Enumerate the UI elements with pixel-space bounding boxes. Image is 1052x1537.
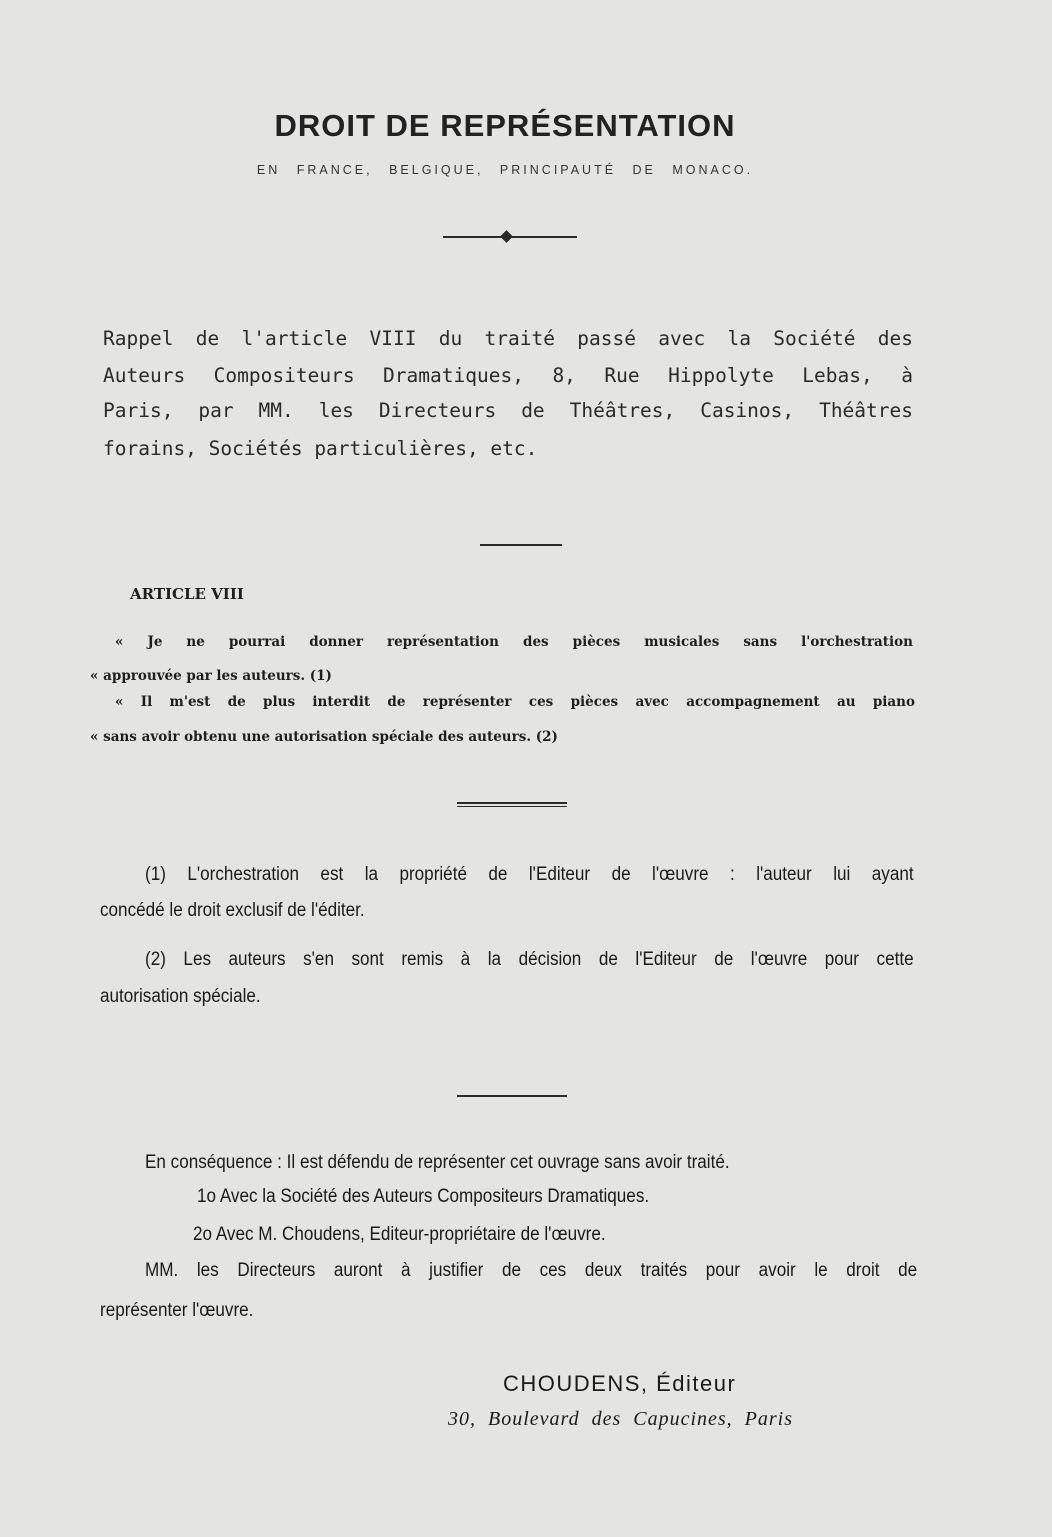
intro-line: Auteurs Compositeurs Dramatiques, 8, Rue Hippolyte Lebas, à: [103, 364, 913, 387]
intro-line: forains, Sociétés particulières, etc.: [103, 437, 538, 460]
page-title: DROIT DE REPRÉSENTATION: [274, 108, 736, 143]
article-line: « sans avoir obtenu une autorisation spéciale des auteurs. (2): [90, 729, 558, 745]
intro-line: Rappel de l'article VIII du traité passé avec la Société des: [103, 327, 913, 350]
divider: [457, 1095, 567, 1097]
publisher-name: CHOUDENS, Éditeur: [503, 1371, 737, 1396]
footnote-line: (2) Les auteurs s'en sont remis à la décision de l'Editeur de l'œuvre pour cette: [145, 949, 914, 970]
double-divider-bottom: [457, 806, 567, 807]
publisher-address: 30, Boulevard des Capucines, Paris: [448, 1408, 794, 1430]
intro-line: Paris, par MM. les Directeurs de Théâtres, Casinos, Théâtres: [103, 399, 913, 422]
page-subtitle: EN FRANCE, BELGIQUE, PRINCIPAUTÉ DE MONACO.: [256, 163, 754, 177]
divider: [480, 544, 562, 546]
article-line: « Il m'est de plus interdit de représenter ces pièces avec accompagnement au piano: [115, 694, 915, 710]
double-divider-top: [457, 802, 567, 804]
footnote-line: concédé le droit exclusif de l'éditer.: [100, 900, 365, 921]
diamond-ornament-icon: [500, 230, 513, 243]
consequence-line: représenter l'œuvre.: [100, 1300, 254, 1321]
article-line: « Je ne pourrai donner représentation des pièces musicales sans l'orchestration: [115, 634, 913, 650]
consequence-line: 2o Avec M. Choudens, Editeur-propriétaire de l'œuvre.: [193, 1224, 606, 1245]
article-line: « approuvée par les auteurs. (1): [90, 668, 332, 684]
consequence-line: 1o Avec la Société des Auteurs Compositeurs Dramatiques.: [197, 1186, 650, 1207]
footnote-line: (1) L'orchestration est la propriété de l'Editeur de l'œuvre : l'auteur lui ayant: [145, 864, 914, 885]
consequence-line: En conséquence : Il est défendu de représenter cet ouvrage sans avoir traité.: [145, 1152, 730, 1173]
consequence-line: MM. les Directeurs auront à justifier de ces deux traités pour avoir le droit de: [145, 1260, 918, 1281]
footnote-line: autorisation spéciale.: [100, 986, 261, 1007]
article-heading: ARTICLE VIII: [130, 585, 244, 603]
